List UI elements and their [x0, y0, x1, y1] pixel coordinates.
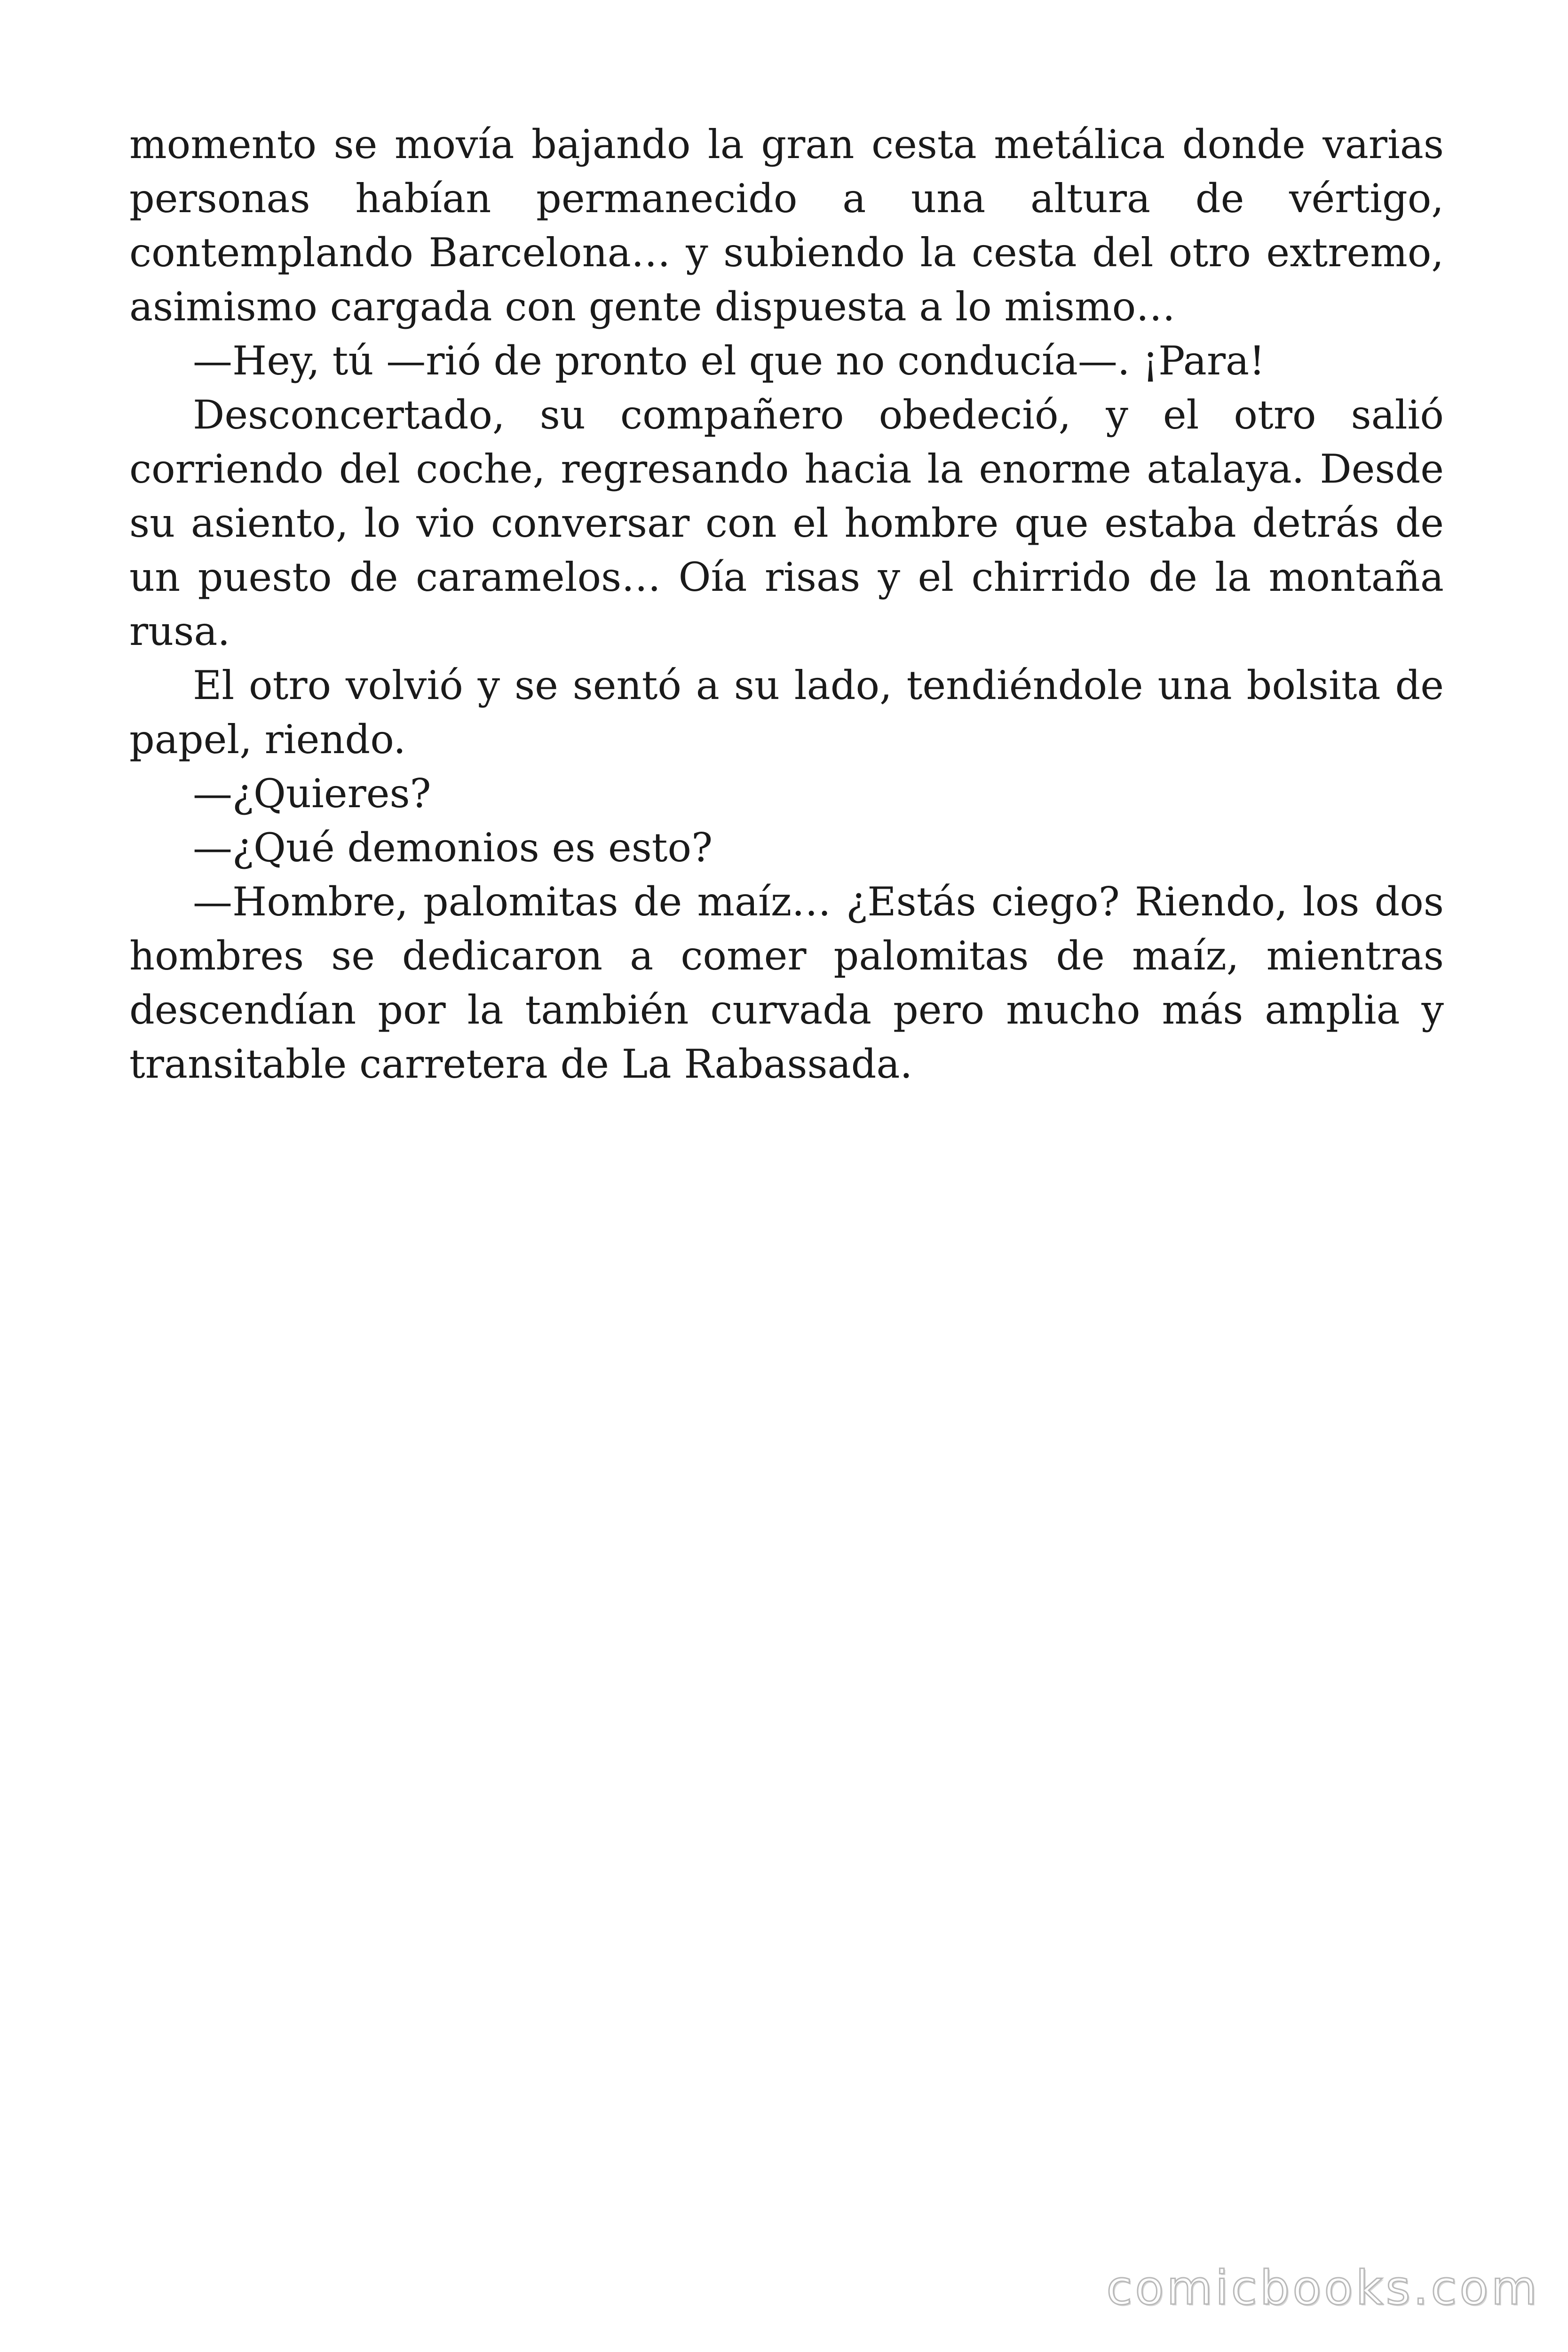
paragraph-el-otro-volvio: El otro volvió y se sentó a su lado, tendiéndole una bolsita de papel, riendo. [129, 662, 1444, 763]
paragraph-dialogue-quieres: —¿Quieres? [193, 771, 431, 817]
paragraph-desconcertado: Desconcertado, su compañero obedeció, y el otro salió corriendo del coche, regresando hacia la enorme atalaya. Desde su asiento, lo vio conversar con el hombre que estaba detrás de un puesto de caramelos… Oía risas y el chirrido de la montaña rusa. [129, 392, 1444, 654]
body-text [129, 118, 1444, 1091]
paragraph-dialogue-que-demonios: —¿Qué demonios es esto? [193, 825, 713, 871]
watermark: comicbooks.com [1106, 2260, 1540, 2315]
paragraph-dialogue-palomitas: —Hombre, palomitas de maíz… ¿Estás ciego? Riendo, los dos hombres se dedicaron a comer palomitas de maíz, mientras descendían por la también curvada pero mucho más amplia y transitable carretera de La Rabassada. [129, 879, 1444, 1087]
paragraph-continuation: momento se movía bajando la gran cesta metálica donde varias personas habían permanecido a una altura de vértigo, contemplando Barcelona… y subiendo la cesta del otro extremo, asimismo cargada con gente dispuesta a lo mismo… [129, 121, 1444, 330]
paragraph-dialogue-hey: —Hey, tú —rió de pronto el que no conducía—. ¡Para! [193, 338, 1265, 384]
